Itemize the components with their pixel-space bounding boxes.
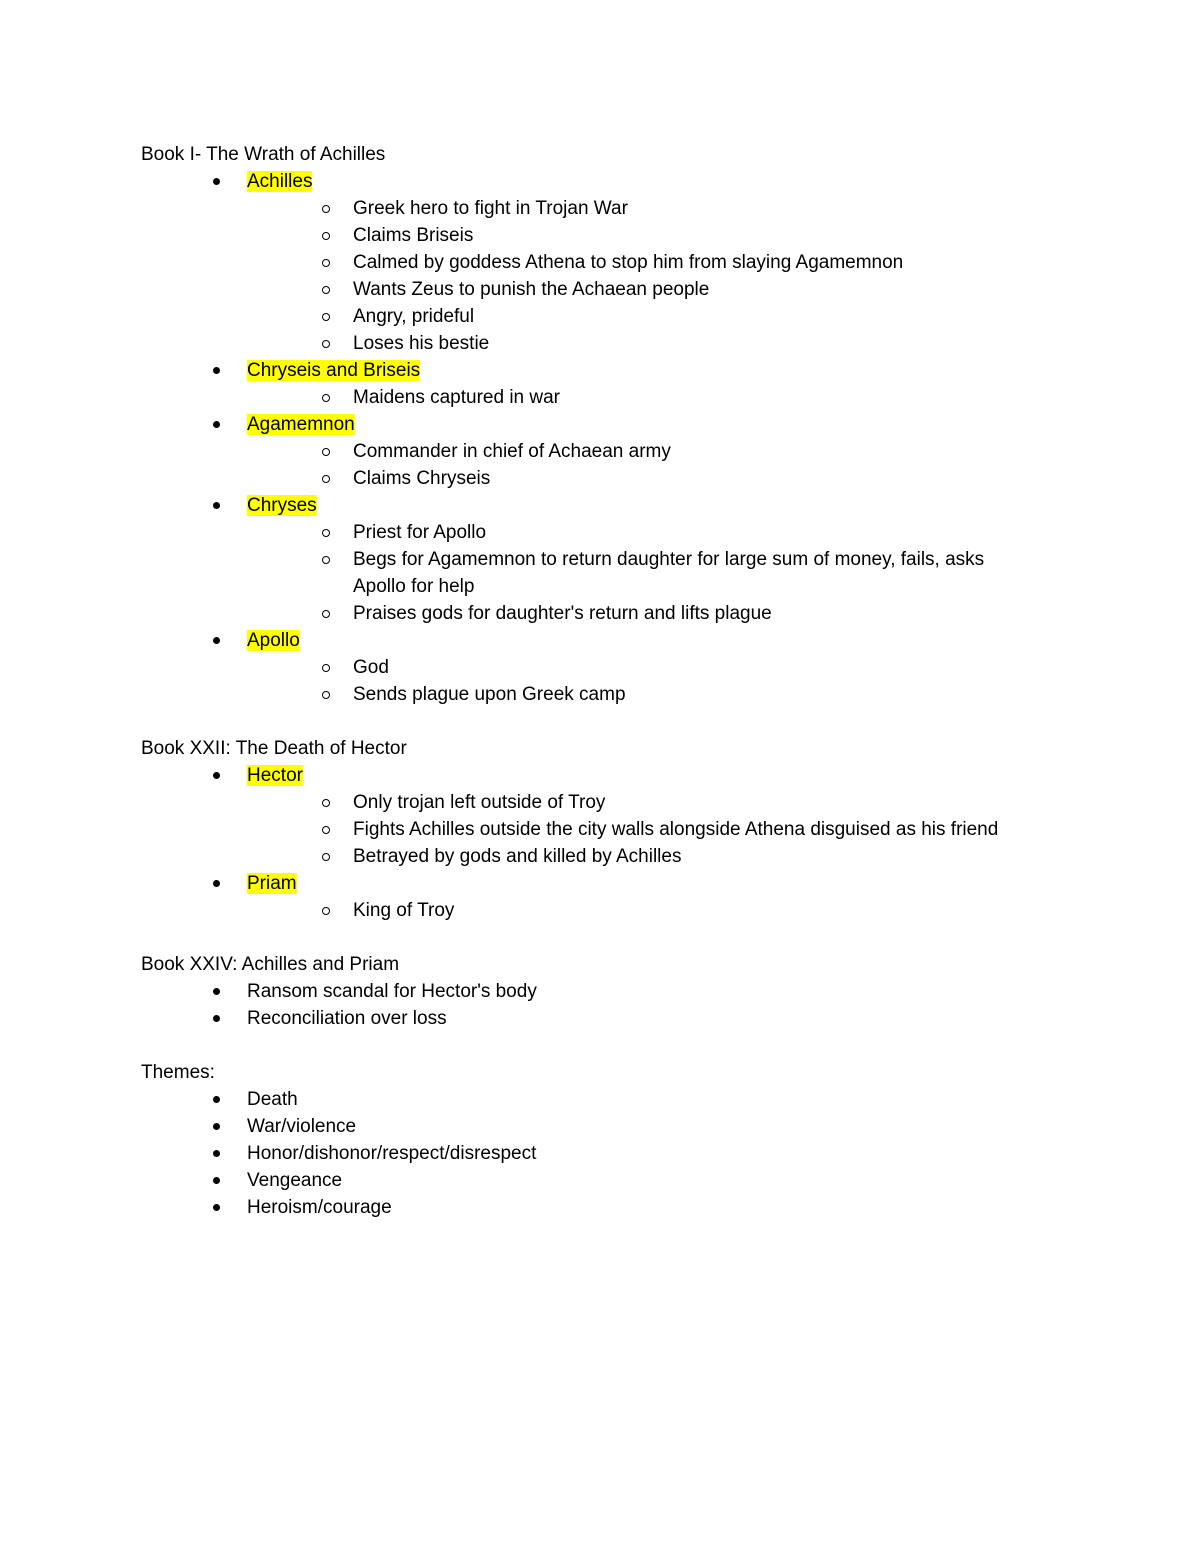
sub-list-item xyxy=(247,843,1023,870)
sub-bullet-list xyxy=(247,519,1121,627)
sub-list-item-text: King of Troy xyxy=(353,900,455,921)
sub-list-item-text: Claims Briseis xyxy=(353,225,474,246)
document-body xyxy=(141,141,1121,1248)
hollow-bullet-icon xyxy=(321,330,331,357)
sub-list-item-text: Claims Chryseis xyxy=(353,468,491,489)
sub-list-item-text: Angry, prideful xyxy=(353,306,475,327)
sub-bullet-list xyxy=(247,897,1121,924)
sub-list-item xyxy=(247,519,1023,546)
sub-list-item xyxy=(247,195,1023,222)
list-item-text: Reconciliation over loss xyxy=(247,1008,447,1029)
sub-list-item xyxy=(247,600,1023,627)
list-item xyxy=(141,1167,1121,1194)
sub-bullet-list xyxy=(247,789,1121,870)
list-item xyxy=(141,870,1121,924)
list-item-text: War/violence xyxy=(247,1116,357,1137)
sub-list-item-text: Greek hero to fight in Trojan War xyxy=(353,198,628,219)
hollow-bullet-icon xyxy=(321,195,331,222)
sub-list-item xyxy=(247,276,1023,303)
sub-bullet-list xyxy=(247,438,1121,492)
bullet-icon xyxy=(211,168,221,195)
bullet-icon xyxy=(211,1167,221,1194)
hollow-bullet-icon xyxy=(321,546,331,573)
hollow-bullet-icon xyxy=(321,465,331,492)
list-item xyxy=(141,411,1121,492)
hollow-bullet-icon xyxy=(321,249,331,276)
sub-list-item xyxy=(247,330,1023,357)
list-item-text: Vengeance xyxy=(247,1170,343,1191)
notes-section xyxy=(141,141,1121,708)
sub-list-item xyxy=(247,816,1023,843)
sub-list-item xyxy=(247,249,1023,276)
sub-list-item xyxy=(247,303,1023,330)
sub-bullet-list xyxy=(247,195,1121,357)
bullet-list xyxy=(141,168,1121,708)
notes-section xyxy=(141,735,1121,924)
bullet-icon xyxy=(211,357,221,384)
list-item xyxy=(141,627,1121,708)
list-item-text: Honor/dishonor/respect/disrespect xyxy=(247,1143,537,1164)
hollow-bullet-icon xyxy=(321,681,331,708)
sub-list-item-text: God xyxy=(353,657,389,678)
highlighted-character-name: Chryseis and Briseis xyxy=(247,360,421,381)
bullet-icon xyxy=(211,411,221,438)
list-item xyxy=(141,492,1121,627)
hollow-bullet-icon xyxy=(321,222,331,249)
list-item xyxy=(141,1005,1121,1032)
sub-list-item xyxy=(247,654,1023,681)
hollow-bullet-icon xyxy=(321,438,331,465)
highlighted-character-name: Chryses xyxy=(247,495,317,516)
highlighted-character-name: Priam xyxy=(247,873,297,894)
hollow-bullet-icon xyxy=(321,843,331,870)
highlighted-character-name: Achilles xyxy=(247,171,313,192)
bullet-icon xyxy=(211,1113,221,1140)
section-heading: Book I- The Wrath of Achilles xyxy=(141,144,386,165)
list-item xyxy=(141,1194,1121,1221)
highlighted-character-name: Hector xyxy=(247,765,303,786)
section-heading: Themes: xyxy=(141,1062,215,1083)
bullet-icon xyxy=(211,1194,221,1221)
sub-list-item-text: Betrayed by gods and killed by Achilles xyxy=(353,846,682,867)
highlighted-character-name: Apollo xyxy=(247,630,300,651)
hollow-bullet-icon xyxy=(321,897,331,924)
sub-list-item xyxy=(247,789,1023,816)
bullet-icon xyxy=(211,870,221,897)
highlighted-character-name: Agamemnon xyxy=(247,414,355,435)
bullet-list xyxy=(141,762,1121,924)
sub-list-item-text: Commander in chief of Achaean army xyxy=(353,441,671,462)
sub-list-item xyxy=(247,384,1023,411)
hollow-bullet-icon xyxy=(321,303,331,330)
list-item xyxy=(141,1086,1121,1113)
sub-list-item xyxy=(247,222,1023,249)
bullet-icon xyxy=(211,627,221,654)
hollow-bullet-icon xyxy=(321,816,331,843)
list-item-text: Death xyxy=(247,1089,298,1110)
hollow-bullet-icon xyxy=(321,276,331,303)
section-heading: Book XXIV: Achilles and Priam xyxy=(141,954,400,975)
sub-list-item-text: Praises gods for daughter's return and lifts plague xyxy=(353,603,772,624)
list-item xyxy=(141,762,1121,870)
sub-list-item xyxy=(247,897,1023,924)
notes-section xyxy=(141,1059,1121,1221)
bullet-icon xyxy=(211,1140,221,1167)
section-heading: Book XXII: The Death of Hector xyxy=(141,738,407,759)
list-item xyxy=(141,168,1121,357)
sub-list-item xyxy=(247,438,1023,465)
sub-bullet-list xyxy=(247,654,1121,708)
bullet-icon xyxy=(211,1005,221,1032)
hollow-bullet-icon xyxy=(321,600,331,627)
sub-list-item xyxy=(247,465,1023,492)
list-item xyxy=(141,357,1121,411)
bullet-list xyxy=(141,978,1121,1032)
hollow-bullet-icon xyxy=(321,654,331,681)
bullet-list xyxy=(141,1086,1121,1221)
bullet-icon xyxy=(211,978,221,1005)
bullet-icon xyxy=(211,762,221,789)
list-item xyxy=(141,1140,1121,1167)
sub-list-item-text: Loses his bestie xyxy=(353,333,490,354)
notes-section xyxy=(141,951,1121,1032)
sub-list-item-text: Priest for Apollo xyxy=(353,522,487,543)
sub-list-item-text: Calmed by goddess Athena to stop him from slaying Agamemnon xyxy=(353,252,904,273)
hollow-bullet-icon xyxy=(321,789,331,816)
list-item xyxy=(141,978,1121,1005)
sub-bullet-list xyxy=(247,384,1121,411)
sub-list-item-text: Wants Zeus to punish the Achaean people xyxy=(353,279,710,300)
bullet-icon xyxy=(211,492,221,519)
sub-list-item-text: Fights Achilles outside the city walls alongside Athena disguised as his friend xyxy=(353,819,999,840)
hollow-bullet-icon xyxy=(321,519,331,546)
sub-list-item-text: Begs for Agamemnon to return daughter for large sum of money, fails, asks Apollo for help xyxy=(353,549,985,597)
list-item xyxy=(141,1113,1121,1140)
sub-list-item-text: Sends plague upon Greek camp xyxy=(353,684,626,705)
hollow-bullet-icon xyxy=(321,384,331,411)
sub-list-item xyxy=(247,546,1023,600)
sub-list-item-text: Maidens captured in war xyxy=(353,387,560,408)
list-item-text: Ransom scandal for Hector's body xyxy=(247,981,537,1002)
sub-list-item-text: Only trojan left outside of Troy xyxy=(353,792,606,813)
list-item-text: Heroism/courage xyxy=(247,1197,392,1218)
sub-list-item xyxy=(247,681,1023,708)
bullet-icon xyxy=(211,1086,221,1113)
